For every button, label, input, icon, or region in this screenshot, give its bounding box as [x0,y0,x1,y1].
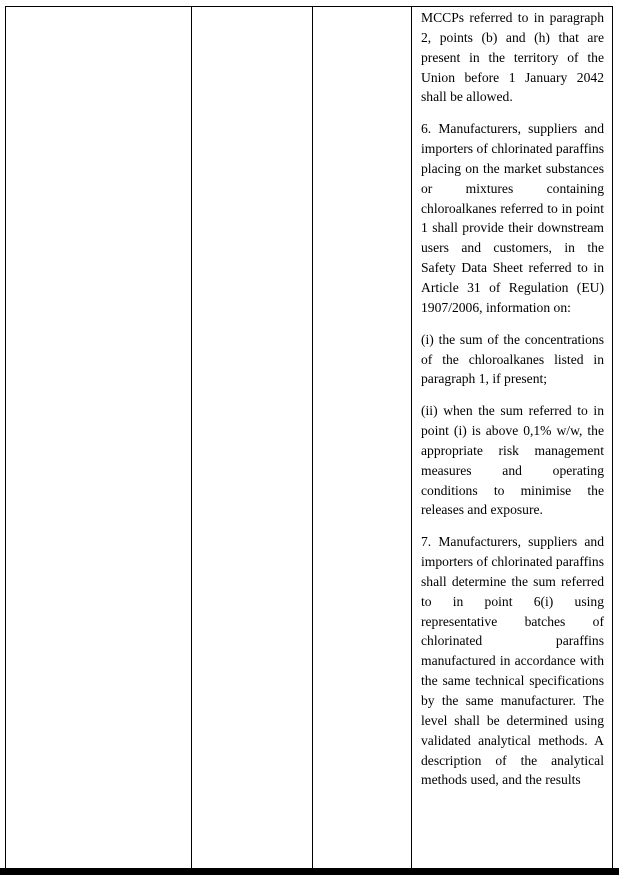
regulation-table [5,6,613,875]
table-cell-provisions [412,7,612,875]
regulation-paragraph-6: 6. Manufacturers, suppliers and importers of chlorinated paraffins placing on the market substances or mixtures containing chloroalkanes referred to in point 1 shall provide their downstream users and customers, in the Safety Data Sheet referred to in Article 31 of Regulation (EU) 1907/2006, information on: [421,121,604,315]
table-cell-empty-2 [192,7,313,875]
regulation-paragraph-7: 7. Manufacturers, suppliers and importers of chlorinated paraffins shall determine the sum referred to in point 6(i) using representative batches of chlorinated paraffins manufactured in accordance with the same technical specifications by the same manufacturer. The level shall be determined using validated analytical methods. A description of the analytical methods used, and the results [421,534,604,788]
page-bottom-rule [0,868,619,875]
table-cell-empty-1 [6,7,192,875]
table-cell-empty-3 [313,7,412,875]
regulation-paragraph-6-point-ii: (ii) when the sum referred to in point (i) is above 0,1% w/w, the appropriate risk management measures and operating conditions to minimise the releases and exposure. [421,403,604,518]
regulation-paragraph-6-point-i: (i) the sum of the concentrations of the chloroalkanes listed in paragraph 1, if present; [421,331,604,387]
regulation-paragraph-continuation: MCCPs referred to in paragraph 2, points (b) and (h) that are present in the territory of the Union before 1 January 2042 shall be allowed. [421,10,604,105]
